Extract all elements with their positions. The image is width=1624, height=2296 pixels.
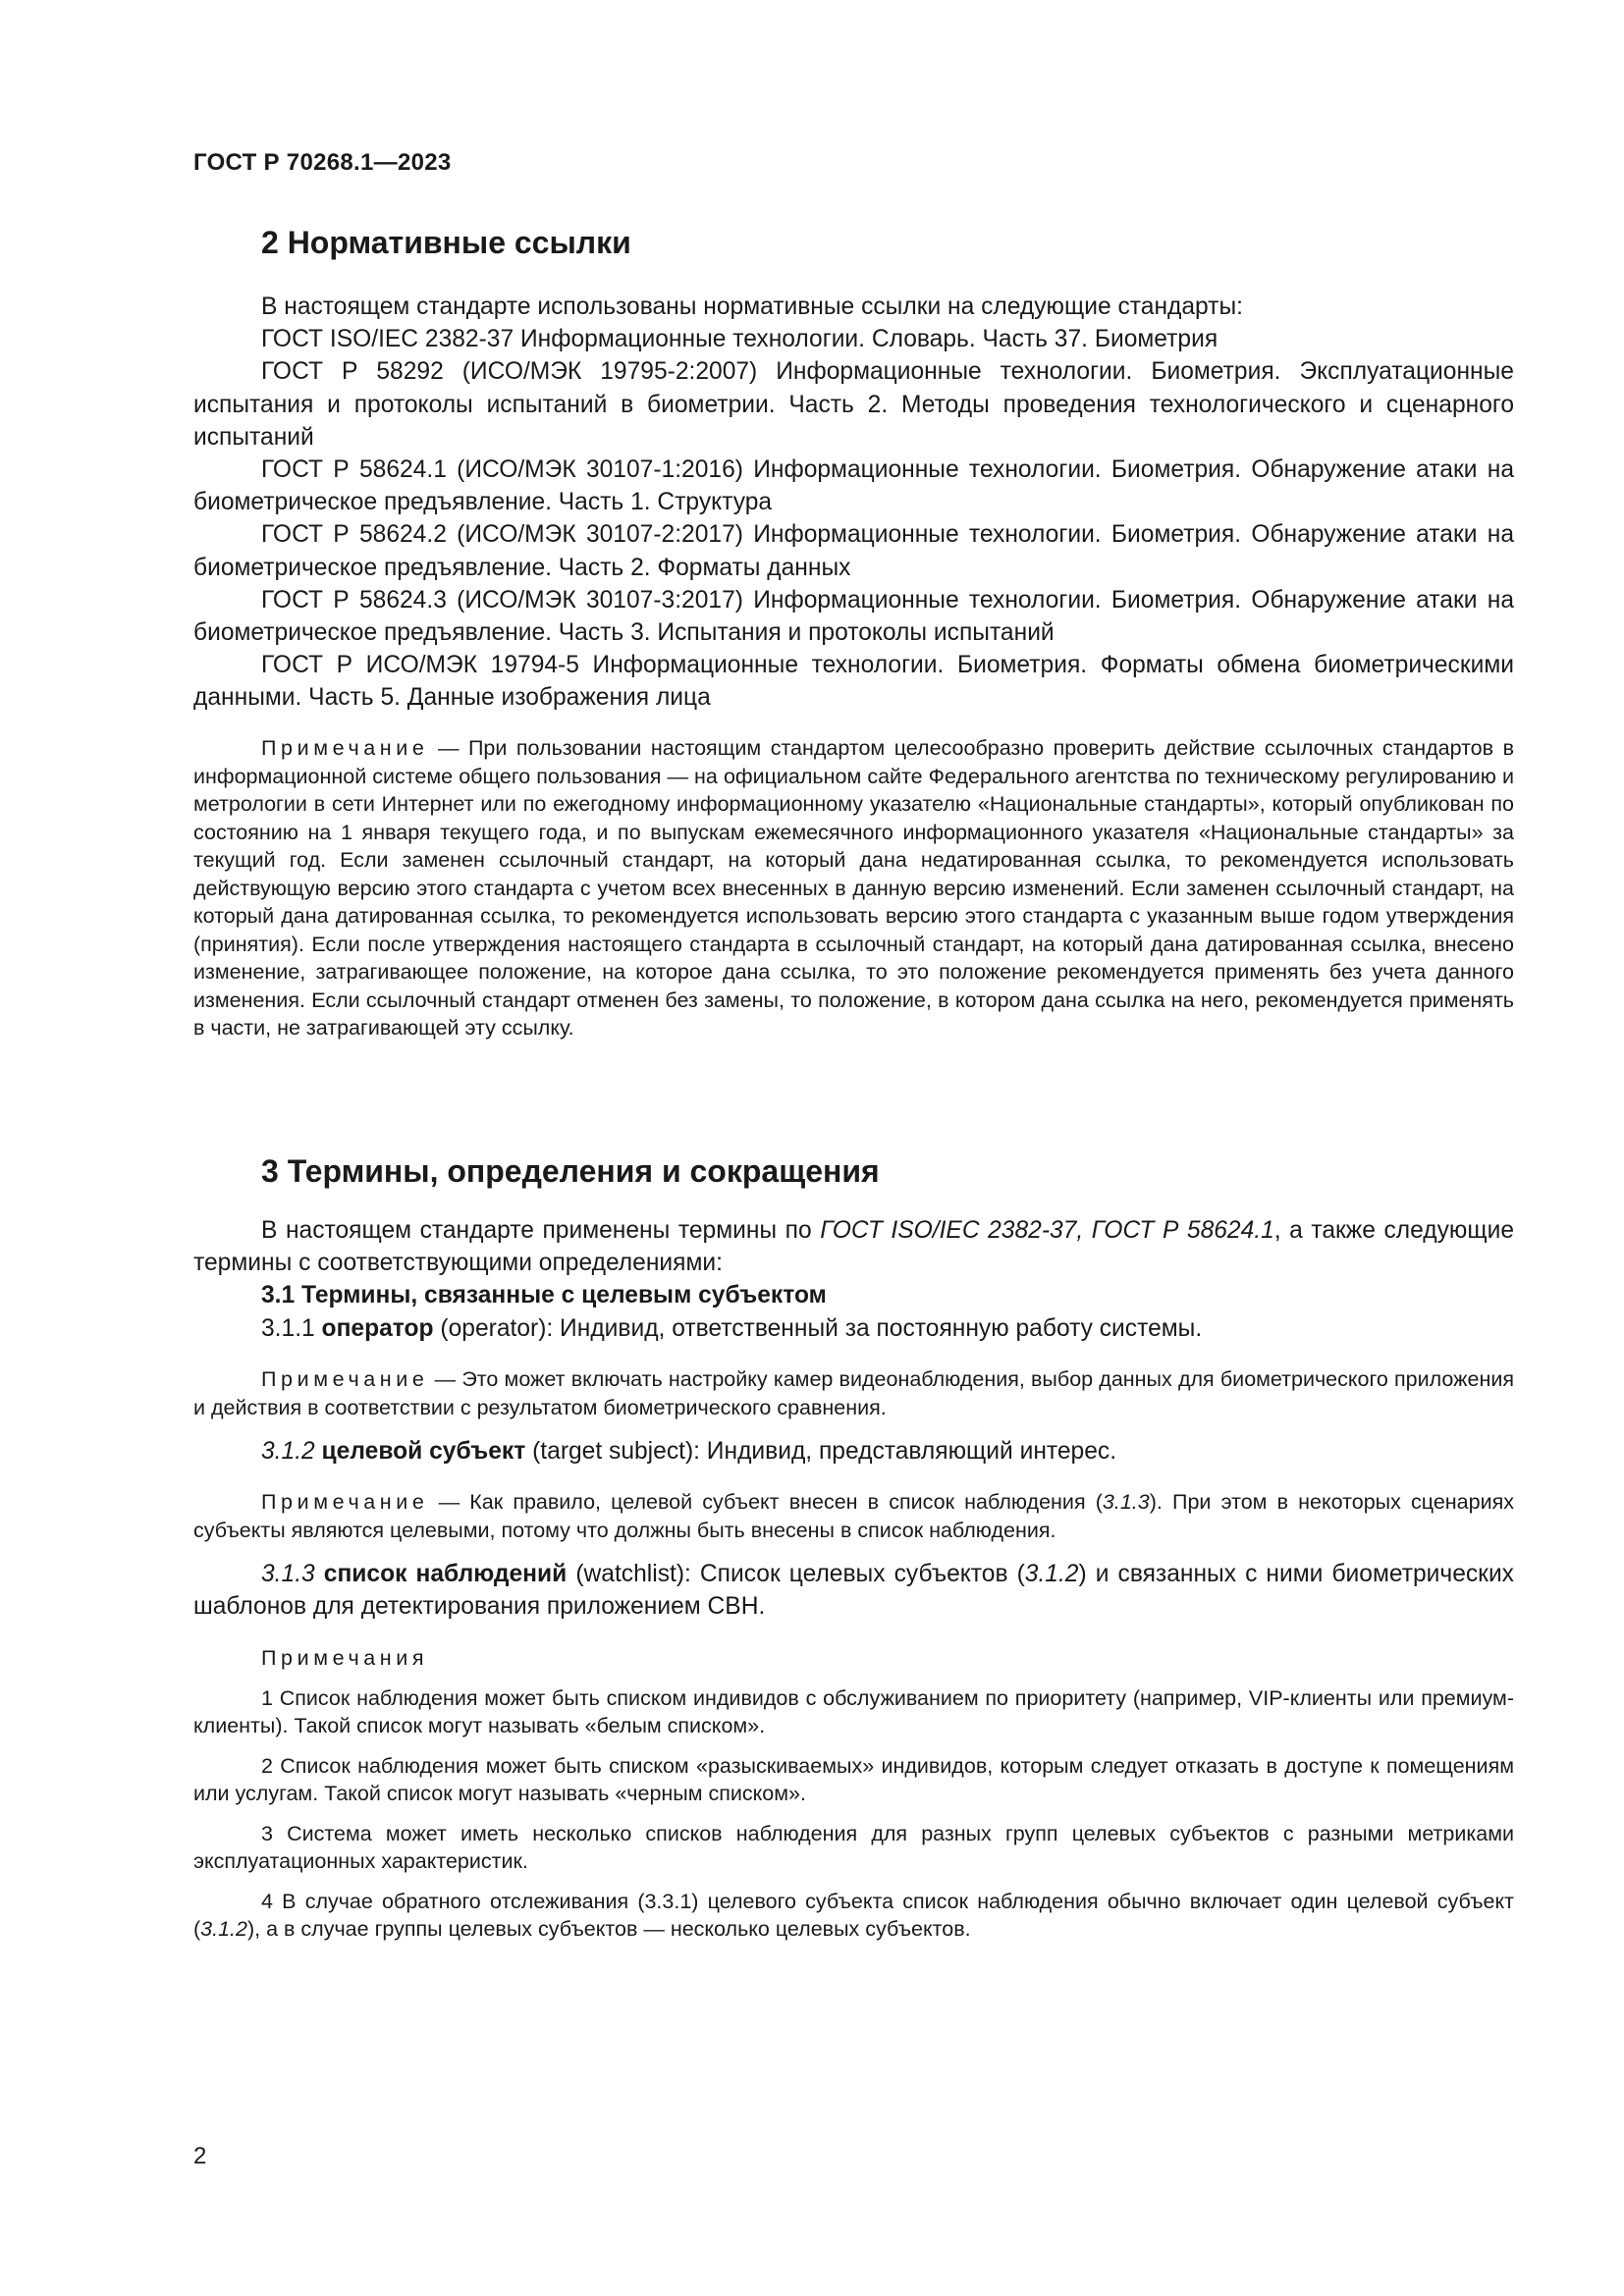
note-item: 2 Список наблюдения может быть списком «разыскиваемых» индивидов, которым следует отказать в доступе к помещениям или услугам. Такой список могут называть «черным списком».: [193, 1753, 1514, 1805]
note-label: Примечание: [261, 1490, 429, 1514]
note-label: Примечание: [261, 736, 429, 760]
document-code: ГОСТ Р 70268.1—2023: [193, 149, 452, 176]
note-label: Примечание: [261, 1367, 429, 1391]
notes-label: Примечания: [261, 1646, 429, 1670]
section-2-note: [193, 734, 1514, 1042]
note-text: — При пользовании настоящим стандартом целесообразно проверить действие ссылочных стандартов в информационной системе общего пользования — на официальном сайте Федерального агентства по техническому регулированию и метрологии в сети Интернет или по ежегодному информационному указателю «Национальные стандарты», который опубликован по состоянию на 1 января текущего года, и по выпускам ежемесячного информационного указателя «Национальные стандарты» за текущий год. Если заменен ссылочный стандарт, на который дана недатированная ссылка, то рекомендуется использовать действующую версию этого стандарта с учетом всех внесенных в данную версию изменений. Если заменен ссылочный стандарт, на который дана датированная ссылка, то рекомендуется использовать версию этого стандарта с указанным выше годом утверждения (принятия). Если после утверждения настоящего стандарта в ссылочный стандарт, на который дана датированная ссылка, внесено изменение, затрагивающее положение, на которое дана ссылка, то это положение рекомендуется применять без учета данного изменения. Если ссылочный стандарт отменен без замены, то положение, в котором дана ссылка на него, рекомендуется применять в части, не затрагивающей эту ссылку.: [193, 736, 1514, 1040]
term-3-1-2: 3.1.2 целевой субъект (target subject): Индивид, представляющий интерес.: [261, 1438, 1117, 1465]
section-2-body: [193, 291, 1514, 715]
section-2-title: 2 Нормативные ссылки: [261, 225, 631, 260]
reference-item: ГОСТ Р 58624.1 (ИСО/МЭК 30107-1:2016) Информационные технологии. Биометрия. Обнаружение атаки на биометрическое предъявление. Часть 1. Структура: [193, 456, 1514, 516]
note-item: 3 Система может иметь несколько списков наблюдения для разных групп целевых субъектов с разными метриками эксплуатационных характеристик.: [193, 1821, 1514, 1873]
page-number: 2: [193, 2143, 207, 2169]
note-item: 1 Список наблюдения может быть списком индивидов с обслуживанием по приоритету (например, VIP-клиенты или премиум-клиенты). Такой список могут называть «белым списком».: [193, 1685, 1514, 1737]
reference-item: ГОСТ Р ИСО/МЭК 19794-5 Информационные технологии. Биометрия. Форматы обмена биометрическими данными. Часть 5. Данные изображения лица: [193, 652, 1514, 712]
note-item: 4 В случае обратного отслеживания (3.3.1) целевого субъекта список наблюдения обычно включает один целевой субъект (3.1.2), а в случае группы целевых субъектов — несколько целевых субъектов.: [193, 1889, 1514, 1941]
cross-reference: 3.1.2: [1024, 1561, 1079, 1587]
note-text: — Это может включать настройку камер видеонаблюдения, выбор данных для биометрического приложения и действия в соответствии с результатом биометрического сравнения.: [193, 1367, 1514, 1419]
term-3-1-3: 3.1.3 список наблюдений (watchlist): Список целевых субъектов (3.1.2) и связанных с ними биометрических шаблонов для детектирования приложением СВН.: [193, 1561, 1514, 1621]
term-3-1-1-note: [193, 1365, 1514, 1421]
term-name: список наблюдений: [323, 1561, 568, 1587]
reference-item: ГОСТ Р 58292 (ИСО/МЭК 19795-2:2007) Информационные технологии. Биометрия. Эксплуатационные испытания и протоколы испытаний в биометрии. Часть 2. Методы проведения технологического и сценарного испытаний: [193, 358, 1514, 451]
subsection-3-1-title: 3.1 Термины, связанные с целевым субъектом: [261, 1282, 827, 1309]
term-name: целевой субъект: [321, 1438, 526, 1465]
term-number: 3.1.3: [261, 1561, 315, 1587]
term-3-1-1: 3.1.1 оператор (operator): Индивид, ответственный за постоянную работу системы.: [261, 1314, 1203, 1342]
term-3-1-2-note: Примечание — Как правило, целевой субъект внесен в список наблюдения (3.1.3). При этом в некоторых сценариях субъекты являются целевыми, потому что должны быть внесены в список наблюдения.: [193, 1490, 1514, 1542]
section-2-intro: В настоящем стандарте использованы нормативные ссылки на следующие стандарты:: [261, 294, 1243, 320]
section-3-title: 3 Термины, определения и сокращения: [261, 1153, 880, 1189]
reference-item: ГОСТ Р 58624.3 (ИСО/МЭК 30107-3:2017) Информационные технологии. Биометрия. Обнаружение атаки на биометрическое предъявление. Часть 3. Испытания и протоколы испытаний: [193, 586, 1514, 647]
section-3-intro: В настоящем стандарте применены термины по ГОСТ ISO/IEC 2382-37, ГОСТ Р 58624.1, а также следующие термины с соответствующими определениями:: [193, 1217, 1515, 1277]
cross-reference: 3.1.3: [1102, 1490, 1150, 1514]
term-number: 3.1.2: [261, 1438, 315, 1465]
term-name: оператор: [321, 1314, 434, 1342]
intro-references: ГОСТ ISO/IEC 2382-37, ГОСТ Р 58624.1: [820, 1217, 1274, 1244]
reference-item: ГОСТ Р 58624.2 (ИСО/МЭК 30107-2:2017) Информационные технологии. Биометрия. Обнаружение атаки на биометрическое предъявление. Часть 2. Форматы данных: [193, 521, 1514, 581]
term-3-1-3-notes: [193, 1644, 1514, 1944]
reference-item: ГОСТ ISO/IEC 2382-37 Информационные технологии. Словарь. Часть 37. Биометрия: [261, 326, 1218, 353]
cross-reference: 3.1.2: [200, 1917, 247, 1941]
section-3-intro-block: [193, 1214, 1514, 1345]
